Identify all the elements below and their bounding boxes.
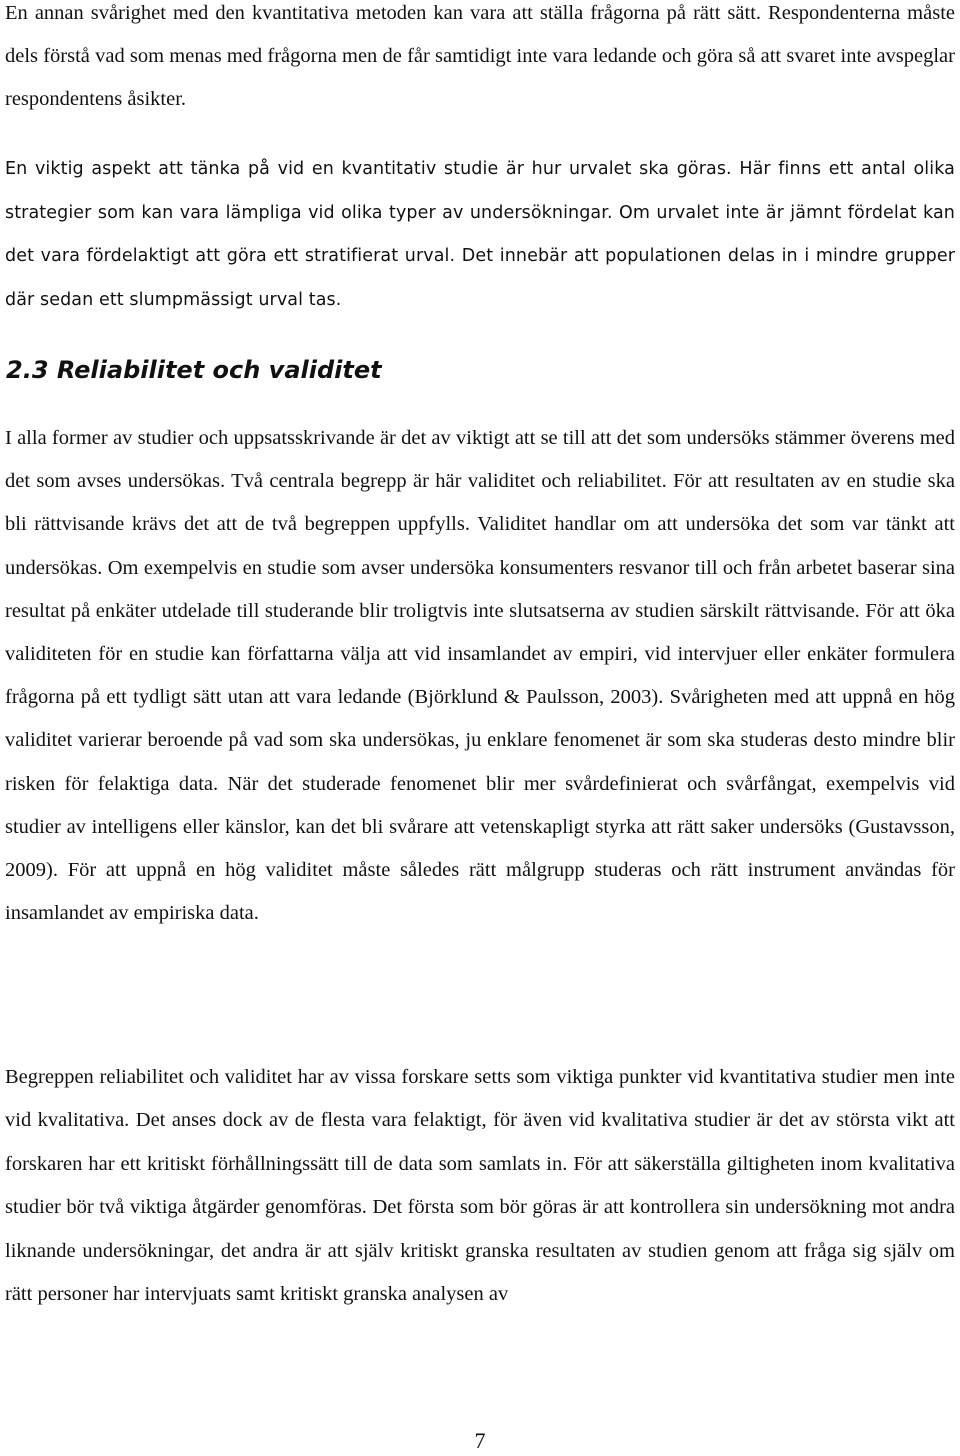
- section-heading: 2.3 Reliabilitet och validitet: [6, 356, 382, 384]
- paragraph-sampling: En viktig aspekt att tänka på vid en kvantitativ studie är hur urvalet ska göras. Här finns ett antal olika strategier som kan vara lämpliga vid olika typer av undersökningar. Om urvalet inte är jämnt fördelat kan det vara fördelaktigt att göra ett stratifierat urval. Det innebär att populationen delas in i mindre grupper där sedan ett slumpmässigt urval tas.: [5, 159, 955, 310]
- paragraph-question-difficulty: En annan svårighet med den kvantitativa metoden kan vara att ställa frågorna på rätt sätt. Respondenterna måste dels förstå vad som menas med frågorna men de får samtidigt inte vara ledande och göra så att svaret inte avspeglar respondentens åsikter.: [5, 2, 955, 110]
- paragraph-validity: I alla former av studier och uppsatsskrivande är det av viktigt att se till att det som undersöks stämmer överens med det som avses undersökas. Två centrala begrepp är här validitet och reliabilitet. För att resultaten av en studie ska bli rättvisande krävs det att de två begreppen uppfylls. Validitet handlar om att undersöka det som var tänkt att undersökas. Om exempelvis en studie som avser undersöka konsumenters resvanor till och från arbetet baserar sina resultat på enkäter utdelade till studerande blir troligtvis inte slutsatserna av studien särskilt rättvisande. För att öka validiteten för en studie kan författarna välja att vid insamlandet av empiri, vid intervjuer eller enkäter formulera frågorna på ett tydligt sätt utan att vara ledande (Björklund & Paulsson, 2003). Svårigheten med att uppnå en hög validitet varierar beroende på vad som ska undersökas, ju enklare fenomenet är som ska studeras desto mindre blir risken för felaktiga data. När det studerade fenomenet blir mer svårdefinierat och svårfångat, exempelvis vid studier av intelligens eller känslor, kan det bli svårare att vetenskapligt styrka att rätt saker undersöks (Gustavsson, 2009). För att uppnå en hög validitet måste således rätt målgrupp studeras och rätt instrument användas för insamlandet av empiriska data.: [5, 427, 955, 925]
- page-number: 7: [474, 1428, 486, 1453]
- paragraph-reliability: Begreppen reliabilitet och validitet har av vissa forskare setts som viktiga punkter vid kvantitativa studier men inte vid kvalitativa. Det anses dock av de flesta vara felaktigt, för även vid kvalitativa studier är det av största vikt att forskaren har ett kritiskt förhållningssätt till de data som samlats in. För att säkerställa giltigheten inom kvalitativa studier bör två viktiga åtgärder genomföras. Det första som bör göras är att kontrollera sin undersökning mot andra liknande undersökningar, det andra är att själv kritiskt granska resultaten av studien genom att fråga sig själv om rätt personer har intervjuats samt kritiskt granska analysen av: [5, 1066, 955, 1306]
